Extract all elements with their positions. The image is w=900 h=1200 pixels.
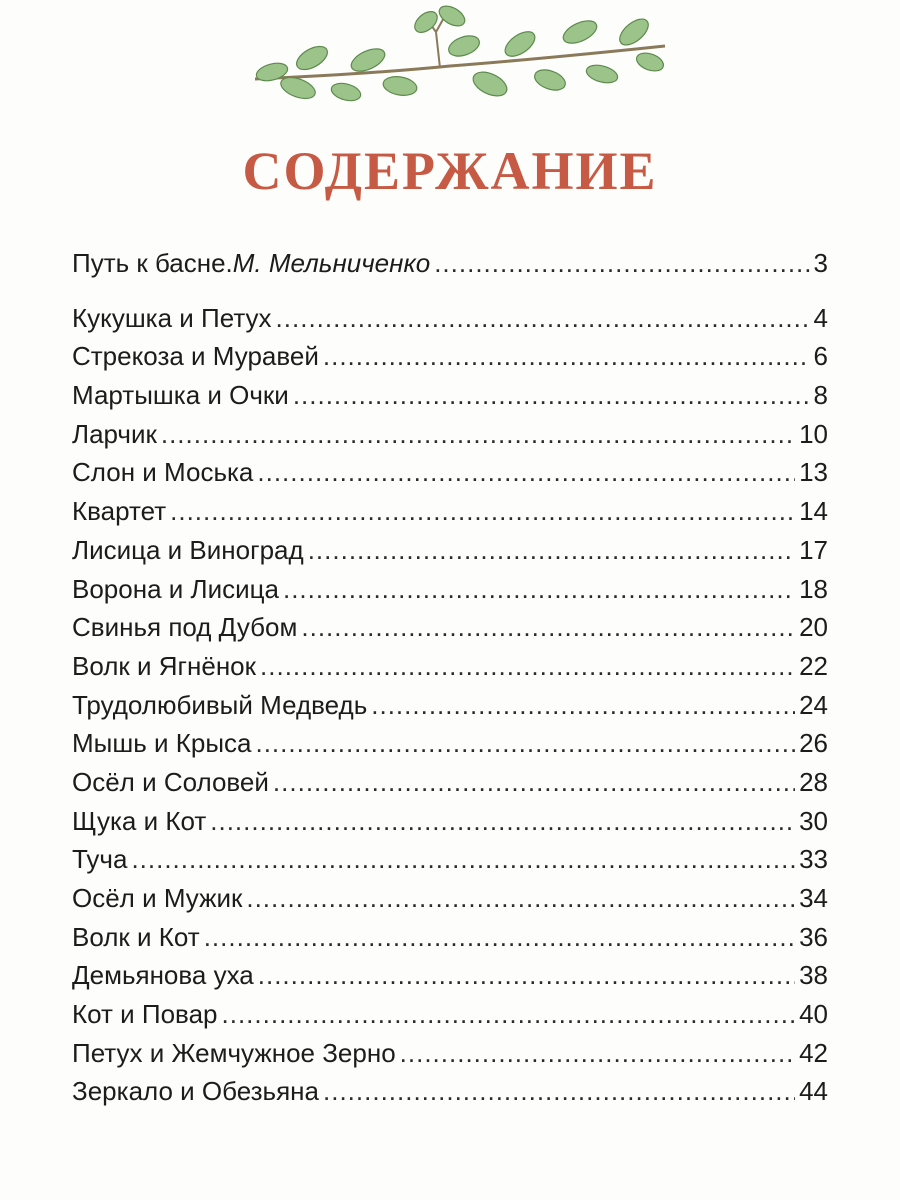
toc-entry-title: Осёл и Мужик <box>72 883 243 913</box>
toc-entry-title: Путь к басне. <box>72 248 233 278</box>
toc-entry-title: Волк и Кот <box>72 921 200 952</box>
leaf <box>560 16 600 48</box>
dot-leader <box>323 337 810 376</box>
toc-entry[interactable] <box>72 1072 828 1111</box>
toc-entry-title: Мышь и Крыса <box>72 728 252 759</box>
toc-entry[interactable] <box>72 531 828 570</box>
toc-entry-title: Ларчик <box>72 418 157 449</box>
toc-entry[interactable] <box>72 647 828 686</box>
toc-entry[interactable] <box>72 763 828 802</box>
toc-entry[interactable] <box>72 840 828 879</box>
leaf <box>469 67 510 100</box>
toc-entry[interactable] <box>72 918 828 957</box>
table-of-contents <box>72 244 828 1111</box>
toc-entry[interactable] <box>72 299 828 338</box>
toc-entry-page-number: 4 <box>813 302 828 333</box>
leafy-branch-illustration <box>250 4 670 114</box>
toc-entry-page-number: 8 <box>813 380 828 411</box>
dot-leader <box>400 1034 795 1073</box>
toc-entry-page-number: 22 <box>799 650 828 681</box>
dot-leader <box>308 531 795 570</box>
dot-leader <box>257 453 795 492</box>
toc-entry-title: Петух и Жемчужное Зерно <box>72 1037 396 1068</box>
toc-entry-page-number: 14 <box>799 496 828 527</box>
toc-entry-title: Туча <box>72 844 128 875</box>
toc-entry-title: Щука и Кот <box>72 805 207 836</box>
dot-leader <box>434 244 809 283</box>
dot-leader <box>371 686 795 725</box>
toc-entry-page-number: 44 <box>799 1076 828 1107</box>
dot-leader <box>255 724 795 763</box>
toc-entry[interactable] <box>72 415 828 454</box>
toc-entry-page-number: 30 <box>799 805 828 836</box>
page-title: СОДЕРЖАНИЕ <box>242 141 658 201</box>
toc-entry[interactable] <box>72 802 828 841</box>
toc-entry-title: Лисица и Виноград <box>72 534 304 565</box>
toc-entry[interactable] <box>72 686 828 725</box>
leaf <box>634 50 666 75</box>
dot-leader <box>301 608 795 647</box>
toc-entry-title: Кукушка и Петух <box>72 302 272 333</box>
toc-entry-title: Волк и Ягнёнок <box>72 650 257 681</box>
toc-entry-title: Трудолюбивый Медведь <box>72 689 368 720</box>
toc-entry-page-number: 20 <box>799 612 828 643</box>
dot-leader <box>161 415 795 454</box>
dot-leader <box>260 647 795 686</box>
toc-entry-page-number: 6 <box>813 341 828 372</box>
toc-entry-page-number: 38 <box>799 960 828 991</box>
toc-entry-page-number: 33 <box>799 844 828 875</box>
toc-entry-title: Свинья под Дубом <box>72 612 298 643</box>
toc-entry-title: Зеркало и Обезьяна <box>72 1076 319 1107</box>
dot-leader <box>131 840 795 879</box>
toc-entry-author: М. Мельниченко <box>232 248 431 278</box>
toc-entry[interactable] <box>72 956 828 995</box>
toc-entry-page-number: 26 <box>799 728 828 759</box>
toc-entry[interactable] <box>72 244 828 283</box>
toc-entry-title: Осёл и Соловей <box>72 766 269 797</box>
dot-leader <box>293 376 810 415</box>
toc-entry-page-number: 18 <box>799 573 828 604</box>
toc-entry-title: Квартет <box>72 496 167 527</box>
dot-leader <box>276 299 810 338</box>
toc-entry-page-number: 34 <box>799 883 828 913</box>
toc-entry-title: Мартышка и Очки <box>72 380 289 411</box>
dot-leader <box>273 763 795 802</box>
leaf <box>293 42 331 75</box>
toc-entry[interactable] <box>72 1034 828 1073</box>
dot-leader <box>222 995 796 1034</box>
leaf <box>329 80 362 103</box>
toc-entry-page-number: 24 <box>799 689 828 720</box>
toc-entry[interactable] <box>72 995 828 1034</box>
toc-entry-title: Демьянова уха <box>72 960 254 991</box>
toc-entry-page-number: 3 <box>813 248 828 278</box>
leaf <box>501 27 539 61</box>
dot-leader <box>283 570 795 609</box>
toc-entry[interactable] <box>72 608 828 647</box>
dot-leader <box>258 956 795 995</box>
toc-entry[interactable] <box>72 492 828 531</box>
dot-leader <box>323 1072 795 1111</box>
toc-entry[interactable] <box>72 724 828 763</box>
toc-entry[interactable] <box>72 453 828 492</box>
toc-entry[interactable] <box>72 879 828 918</box>
dot-leader <box>210 802 795 841</box>
toc-entry-page-number: 17 <box>799 534 828 565</box>
dot-leader <box>246 879 795 918</box>
toc-entry-title: Ворона и Лисица <box>72 573 279 604</box>
toc-entry-title: Кот и Повар <box>72 999 218 1030</box>
toc-entry[interactable] <box>72 570 828 609</box>
toc-entry[interactable] <box>72 376 828 415</box>
leaf <box>436 4 468 30</box>
toc-entry-title: Стрекоза и Муравей <box>72 341 319 372</box>
leaf <box>584 62 619 86</box>
toc-entry-page-number: 10 <box>799 418 828 449</box>
leaf <box>615 14 653 50</box>
toc-entry-title: Слон и Моська <box>72 457 254 488</box>
leaf <box>532 66 568 94</box>
toc-entry-page-number: 28 <box>799 766 828 797</box>
leaf <box>382 74 419 98</box>
leaf <box>446 32 482 60</box>
toc-entry[interactable] <box>72 337 828 376</box>
toc-entry-page-number: 36 <box>799 921 828 952</box>
toc-entry-page-number: 40 <box>799 999 828 1030</box>
toc-entry-page-number: 42 <box>799 1037 828 1068</box>
dot-leader <box>170 492 795 531</box>
toc-entry-page-number: 13 <box>799 457 828 488</box>
dot-leader <box>204 918 795 957</box>
